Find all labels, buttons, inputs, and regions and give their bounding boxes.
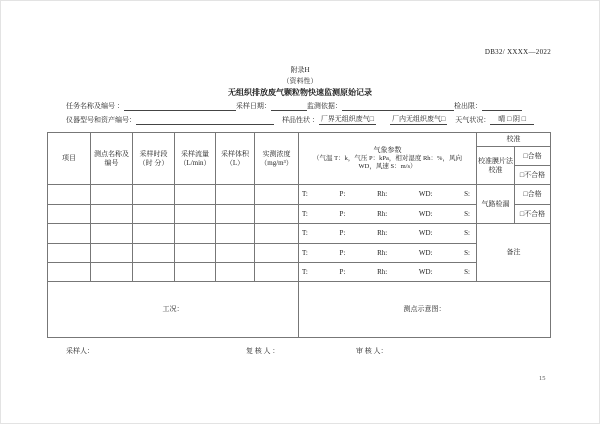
- task-name-blank: [124, 101, 236, 111]
- data-cell: [133, 224, 175, 244]
- calibration-pass-checkbox: □合格: [515, 147, 551, 166]
- sample-date-label: 采样日期：: [235, 102, 271, 110]
- data-cell: [255, 185, 299, 205]
- auditor-label: 审 核 人：: [356, 347, 388, 355]
- data-cell: [175, 224, 216, 244]
- col-header-volume: 采样体积 （L）: [216, 133, 255, 185]
- data-cell: [255, 263, 299, 282]
- leak-check-cell: 气路检漏: [477, 185, 515, 224]
- data-cell: [175, 244, 216, 263]
- instrument-blank: [136, 115, 274, 125]
- leak-pass-checkbox: □合格: [515, 185, 551, 205]
- data-cell: [216, 263, 255, 282]
- col-header-point: 测点名称及 编号: [91, 133, 133, 185]
- data-cell: [255, 224, 299, 244]
- weather-options: 晴 □ 阴 □: [490, 114, 534, 125]
- data-cell: [133, 185, 175, 205]
- data-cell: [91, 263, 133, 282]
- data-cell: [133, 205, 175, 224]
- detection-limit-label: 检出限：: [454, 102, 482, 110]
- boundary-gas-option: 厂界无组织废气□: [320, 115, 375, 123]
- data-cell: [216, 185, 255, 205]
- basis-blank: [342, 101, 454, 111]
- data-cell: [216, 224, 255, 244]
- col-header-period: 采样时段 （时 分）: [133, 133, 175, 185]
- weather-row: T: P: Rh: WD: S:: [299, 244, 477, 263]
- standard-code: DB32/ XXXX—2022: [484, 48, 551, 56]
- calibration-header: 校准: [477, 133, 551, 147]
- data-cell: [216, 205, 255, 224]
- signature-line: [1, 346, 600, 360]
- data-cell: [91, 205, 133, 224]
- reviewer-label: 复 核 人 ：: [246, 347, 280, 355]
- working-condition-cell: 工况：: [48, 282, 299, 338]
- title-block: [1, 65, 599, 98]
- inside-gas-option: 厂内无组织废气□: [392, 115, 446, 123]
- weather-label: 天气状况：: [455, 116, 491, 124]
- appendix-label: 附录H: [290, 66, 310, 74]
- point-sketch-cell: 测点示意图：: [299, 282, 551, 338]
- data-cell: [48, 224, 91, 244]
- data-cell: [175, 185, 216, 205]
- data-cell: [133, 263, 175, 282]
- data-cell: [175, 263, 216, 282]
- page-number: 15: [539, 375, 546, 382]
- leak-fail-checkbox: □不合格: [515, 205, 551, 224]
- task-name-label: 任务名称及编号 ：: [66, 102, 124, 110]
- data-cell: [91, 244, 133, 263]
- detection-limit-blank: [482, 101, 522, 111]
- monitoring-record-table: [47, 132, 551, 338]
- data-cell: [216, 244, 255, 263]
- data-cell: [91, 185, 133, 205]
- data-cell: [133, 244, 175, 263]
- sample-state-label: 样品性状 ：: [282, 116, 319, 124]
- col-header-item: 项目: [48, 133, 91, 185]
- data-cell: [91, 224, 133, 244]
- data-cell: [175, 205, 216, 224]
- data-cell: [255, 244, 299, 263]
- remarks-cell: 备注: [477, 224, 551, 282]
- weather-row: T: P: Rh: WD: S:: [299, 263, 477, 282]
- data-cell: [255, 205, 299, 224]
- calibration-fail-checkbox: □不合格: [515, 166, 551, 185]
- informative-label: （资料性）: [282, 77, 318, 85]
- form-line-1: [66, 101, 522, 111]
- data-cell: [48, 185, 91, 205]
- weather-row: T: P: Rh: WD: S:: [299, 205, 477, 224]
- data-cell: [48, 205, 91, 224]
- data-cell: [48, 263, 91, 282]
- sample-date-blank: [271, 101, 307, 111]
- weather-row: T: P: Rh: WD: S:: [299, 224, 477, 244]
- col-header-flow: 采样流量 （L/min）: [175, 133, 216, 185]
- data-cell: [48, 244, 91, 263]
- weather-row: T: P: Rh: WD: S:: [299, 185, 477, 205]
- instrument-label: 仪器型号和资产编号：: [66, 116, 136, 124]
- basis-label: 监测依据：: [306, 102, 342, 110]
- form-line-2: [66, 114, 534, 125]
- sampler-label: 采样人：: [66, 347, 94, 355]
- page-title: 无组织排放废气颗粒物快速监测原始记录: [228, 88, 372, 97]
- calibration-method-cell: 校准膜片法 校准: [477, 147, 515, 185]
- col-header-concentration: 实测浓度 （mg/m³）: [255, 133, 299, 185]
- col-header-weather: 气象参数 （气温 T：k，气压 P：kPa，相对湿度 Rh：%，风向 WD，风速 S：m/s）: [299, 133, 477, 185]
